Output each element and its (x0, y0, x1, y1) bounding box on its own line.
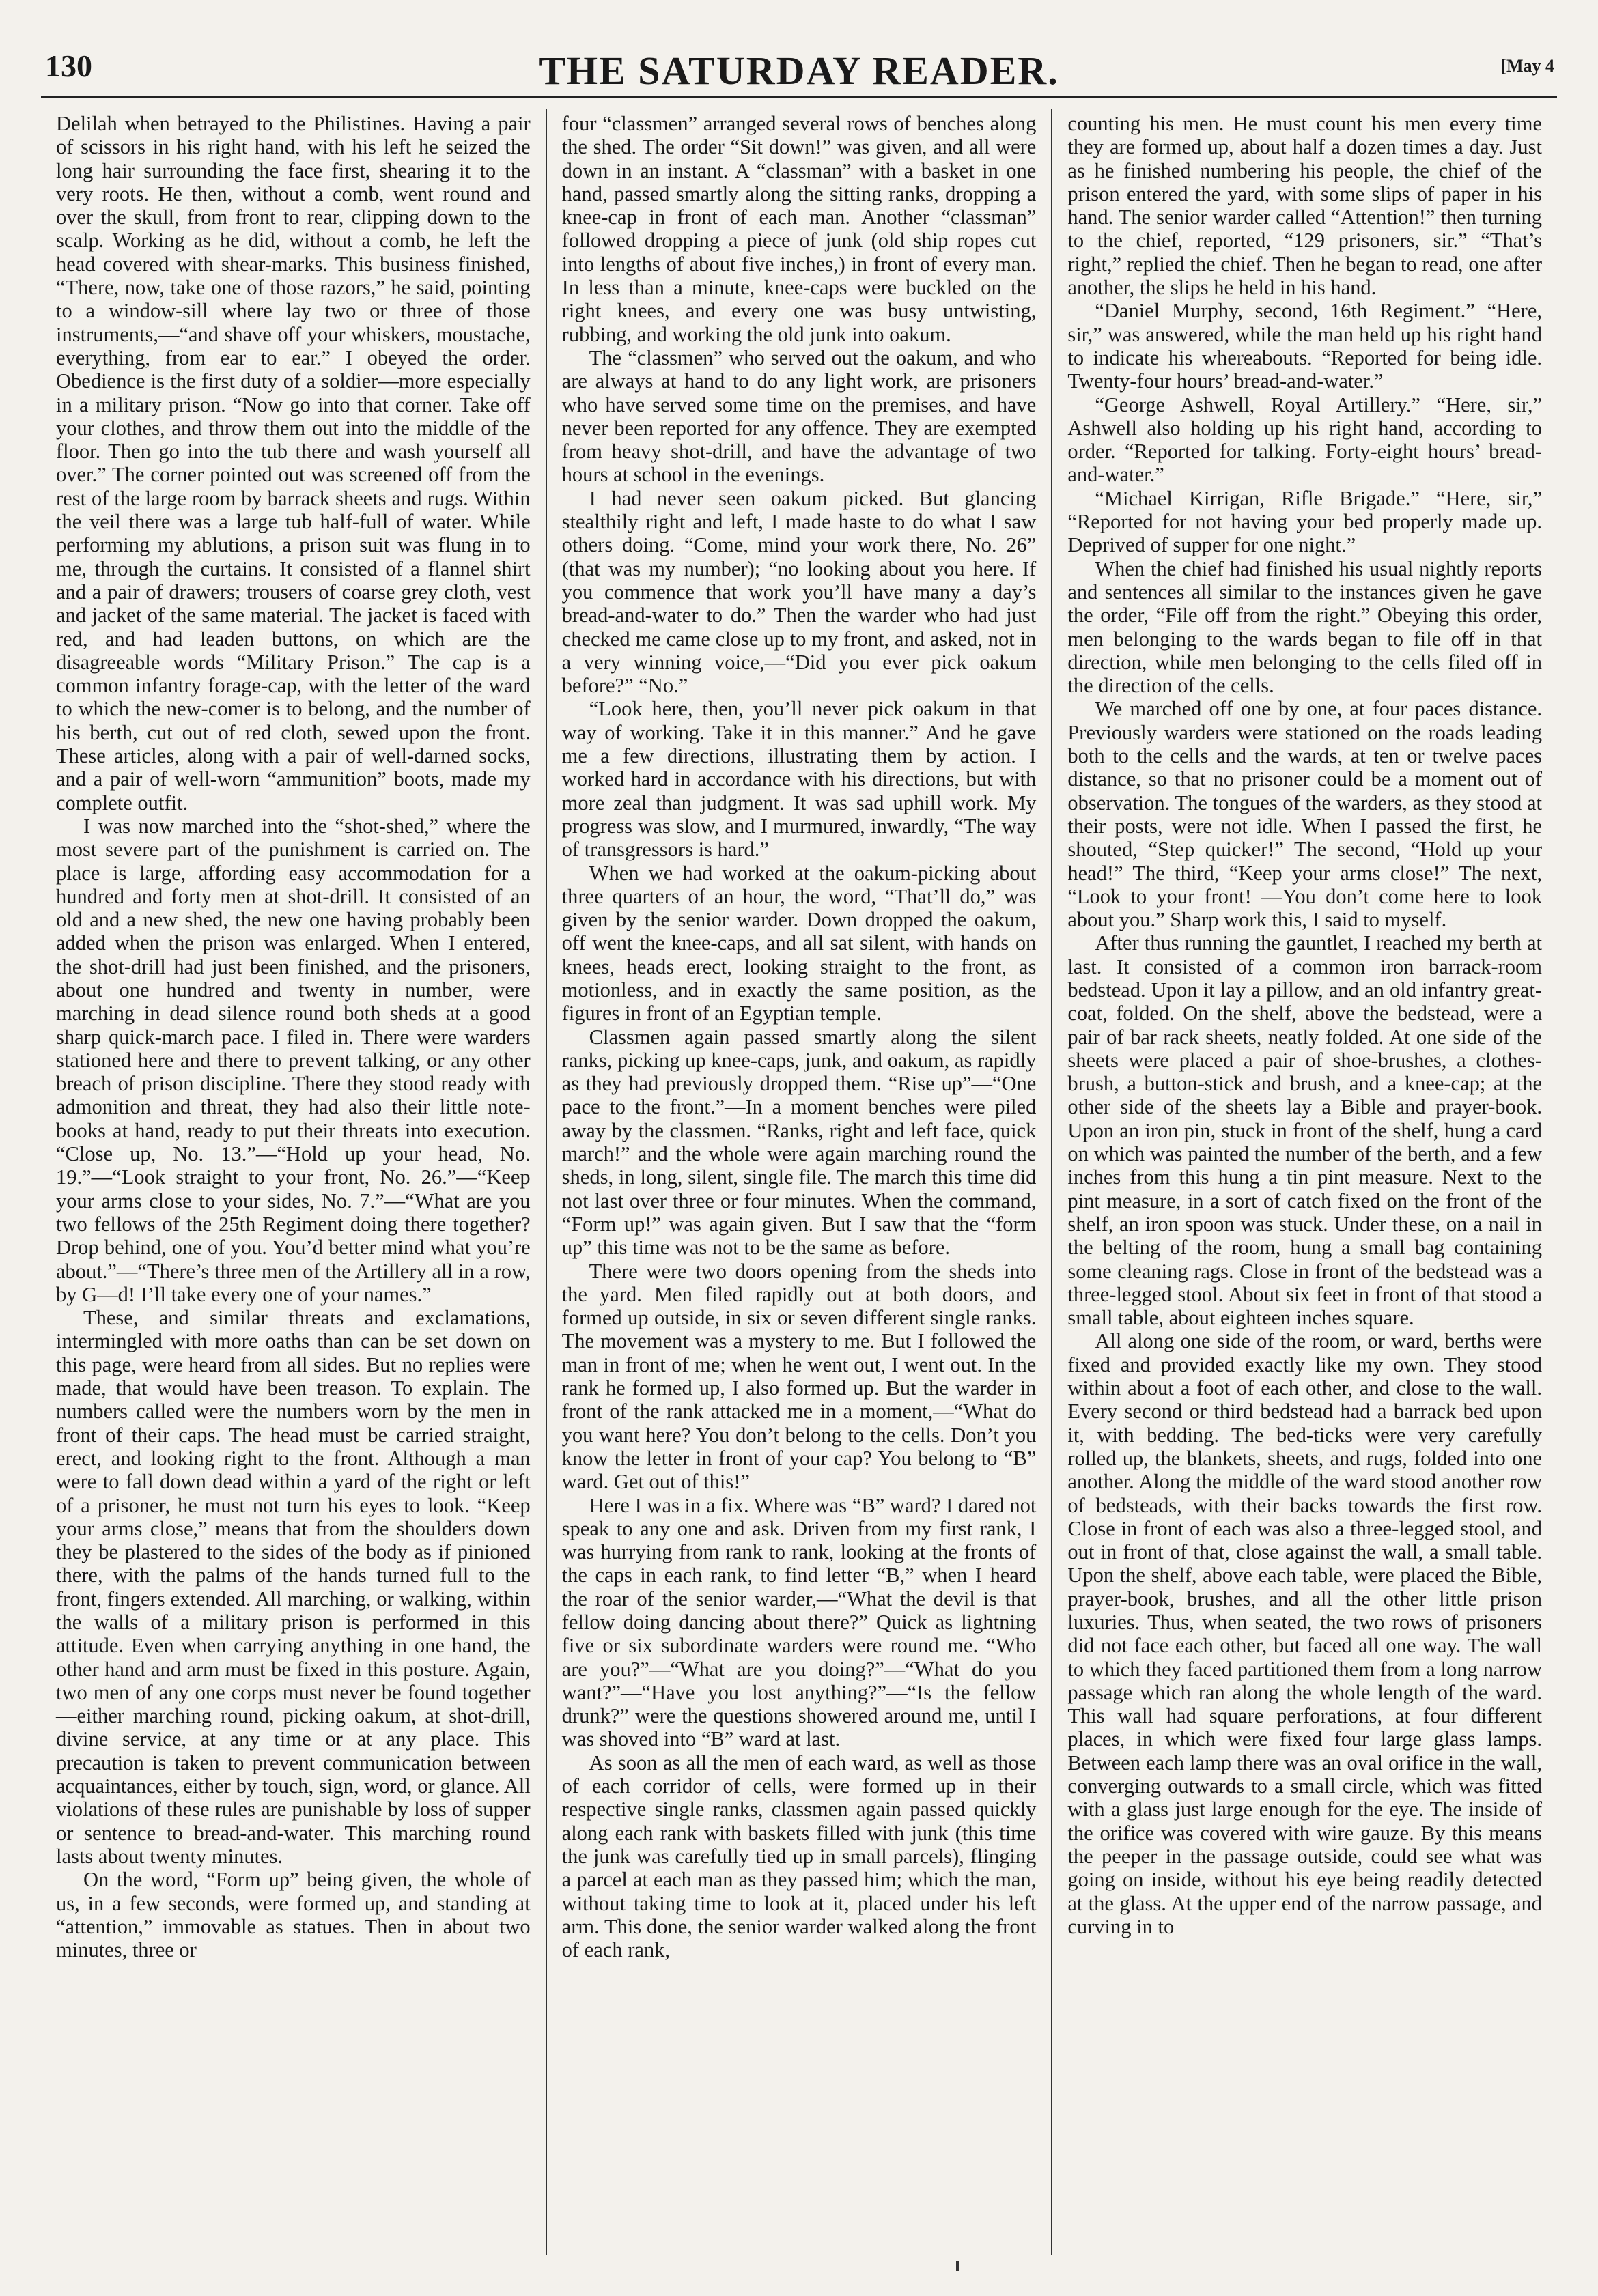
paragraph: “Michael Kirrigan, Rifle Brigade.” “Here, sir,” “Reported for not having your bed properly made up. Deprived of supper for one night.” (1067, 486, 1543, 557)
paragraph: Delilah when betrayed to the Philistines. Having a pair of scissors in his right hand, with his left he seized the long hair surrounding the face first, shearing it to the very roots. He then, without a comb, went round and over the skull, from front to rear, clipping down to the scalp. Working as he did, without a comb, he left the head covered with shear-marks. This business finished, “There, now, take one of those razors,” he said, pointing to a window-sill where lay two or three of those instruments,—“and shave off your whiskers, moustache, everything, from ear to ear.” I obeyed the order. Obedience is the first duty of a soldier—more especially in a military prison. “Now go into that corner. Take off your clothes, and throw them out into the middle of the floor. Then go into the tub there and wash yourself all over.” The corner pointed out was screened off from the rest of the large room by barrack sheets and rugs. Within the veil there was a large tub half-full of water. While performing my ablutions, a prison suit was flung in to me, through the curtains. It consisted of a flannel shirt and a pair of drawers; trousers of coarse grey cloth, vest and jacket of the same material. The jacket is faced with red, and had leaden buttons, on which are the disagreeable words “Military Prison.” The cap is a common infantry forage-cap, with the letter of the ward to which the new-comer is to belong, and the number of his berth, cut out of red cloth, sewed upon the front. These articles, along with a pair of well-darned socks, and a pair of well-worn “ammunition” boots, made my complete outfit. (56, 112, 531, 814)
paragraph: “George Ashwell, Royal Artillery.” “Here, sir,” Ashwell also holding up his right hand, according to order. “Reported for talking. Forty-eight hours’ bread-and-water.” (1067, 393, 1543, 487)
column-2 (546, 109, 1052, 2255)
paragraph: The “classmen” who served out the oakum, and who are always at hand to do any light work, are prisoners who have served some time on the premises, and have never been reported for any offence. They are exempted from heavy shot-drill, and have the advantage of two hours at school in the evenings. (561, 345, 1037, 487)
paragraph: As soon as all the men of each ward, as well as those of each corridor of cells, were formed up in their respective single ranks, classmen again passed quickly along each rank with baskets filled with junk (this time the junk was carefully tied up in small parcels), flinging a parcel at each man as they passed him; which the man, without taking time to look at it, placed under his left arm. This done, the senior warder walked along the front of each rank, (561, 1751, 1037, 1962)
paragraph: On the word, “Form up” being given, the whole of us, in a few seconds, were formed up, and standing at “attention,” immovable as statues. Then in about two minutes, three or (56, 1868, 531, 1962)
paragraph: When the chief had finished his usual nightly reports and sentences all similar to the instances given he gave the order, “File off from the right.” Obeying this order, men belonging to the wards began to file off in that direction, while men belonging to the cells filed off in the direction of the cells. (1067, 556, 1543, 698)
paragraph: counting his men. He must count his men every time they are formed up, about half a dozen times a day. Just as he finished numbering his people, the chief of the prison entered the yard, with some slips of paper in his hand. The senior warder called “Attention!” then turning to the chief, reported, “129 prisoners, sir.” “That’s right,” replied the chief. Then he began to read, one after another, the slips he held in his hand. (1067, 112, 1543, 300)
paragraph: There were two doors opening from the sheds into the yard. Men filed rapidly out at both doors, and formed up outside, in six or seven different single ranks. The movement was a mystery to me. But I followed the man in front of me; when he went out, I went out. In the rank he formed up, I also formed up. But the warder in front of the rank attacked me in a moment,—“What do you want here? You don’t belong to the cells. Don’t you know the letter in front of your cap? You belong to “B” ward. Get out of this!” (561, 1259, 1037, 1494)
paragraph: “Look here, then, you’ll never pick oakum in that way of working. Take it in this manner.” And he gave me a few directions, illustrating them by action. I worked hard in accordance with his directions, but with more zeal than judgment. It was sad uphill work. My progress was slow, and I murmured, inwardly, “The way of transgressors is hard.” (561, 697, 1037, 862)
paragraph: “Daniel Murphy, second, 16th Regiment.” “Here, sir,” was answered, while the man held up his right hand to indicate his whereabouts. “Reported for being idle. Twenty-four hours’ bread-and-water.” (1067, 299, 1543, 393)
column-3 (1051, 109, 1557, 2255)
paragraph: Here I was in a fix. Where was “B” ward? I dared not speak to any one and ask. Driven from my first rank, I was hurrying from rank to rank, looking at the fronts of the caps in each rank, to find letter “B,” when I heard the roar of the senior warder,—“What the devil is that fellow doing dancing about there?” Quick as lightning five or six subordinate warders were round me. “Who are you?”—“What are you doing?”—“What do you want?”—“Have you lost anything?”—“Is the fellow drunk?” were the questions showered around me, until I was shoved into “B” ward at last. (561, 1493, 1037, 1751)
article-columns (41, 109, 1557, 2255)
paragraph: I was now marched into the “shot-shed,” where the most severe part of the punishment is carried on. The place is large, affording easy accommodation for a hundred and forty men at shot-drill. It consisted of an old and a new shed, the new one having probably been added when the prison was enlarged. When I entered, the shot-drill had just been finished, and the prisoners, about one hundred and twenty in number, were marching in dead silence round both sheds at a good sharp quick-march pace. I filed in. There were warders stationed here and there to prevent talking, or any other breach of prison discipline. There they stood ready with admonition and threat, they had also their little note-books at hand, ready to put their threats into execution. “Close up, No. 13.”—“Hold up your head, No. 19.”—“Look straight to your front, No. 26.”—“Keep your arms close to your sides, No. 7.”—“What are you two fellows of the 25th Regiment doing there together? Drop behind, one of you. You’d better mind what you’re about.”—“There’s three men of the Artillery all in a row, by G—d! I’ll take every one of your names.” (56, 814, 531, 1306)
page-header (41, 48, 1557, 98)
page-number: 130 (45, 48, 92, 83)
paragraph: These, and similar threats and exclamations, intermingled with more oaths than can be set down on this page, were heard from all sides. But no replies were made, that would have been treason. To explain. The numbers called were the numbers worn by the men in front of their caps. The head must be carried straight, erect, and looking right to the front. Although a man were to fall down dead within a yard of the right or left of a prisoner, he must not turn his eyes to look. “Keep your arms close,” means that from the shoulders down they be plastered to the sides of the body as if pinioned there, with the palms of the hands turned full to the front, fingers extended. All marching, or walking, within the walls of a military prison is performed in this attitude. Even when carrying anything in one hand, the other hand and arm must be fixed in this posture. Again, two men of any one corps must never be found together—either marching round, picking oakum, at shot-drill, divine service, at any time or at any place. This precaution is taken to prevent communication between acquaintances, either by touch, sign, word, or glance. All violations of these rules are punishable by loss of supper or sentence to bread-and-water. This marching round lasts about twenty minutes. (56, 1306, 531, 1868)
column-1 (41, 109, 546, 2255)
paragraph: We marched off one by one, at four paces distance. Previously warders were stationed on the roads leading both to the cells and the wards, at ten or twelve paces distance, so that no prisoner could be a moment out of observation. The tongues of the warders, as they stood at their posts, were not idle. When I passed the first, he shouted, “Step quicker!” The second, “Hold up your head!” The third, “Keep your arms close!” The next, “Look to your front! —You don’t come here to look about you.” Sharp work this, I said to myself. (1067, 697, 1543, 932)
printer-mark (956, 2261, 959, 2271)
paragraph: I had never seen oakum picked. But glancing stealthily right and left, I made haste to do what I saw others doing. “Come, mind your work there, No. 26” (that was my number); “no looking about you here. If you commence that work you’ll have many a day’s bread-and-water to do.” Then the warder who had just checked me came close up to my front, and asked, not in a very winning voice,—“Did you ever pick oakum before?” “No.” (561, 486, 1037, 698)
paragraph: four “classmen” arranged several rows of benches along the shed. The order “Sit down!” was given, and all were down in an instant. A “classman” with a basket in one hand, passed smartly along the sitting ranks, dropping a knee-cap in front of each man. Another “classman” followed dropping a piece of junk (old ship ropes cut into lengths of about five inches,) in front of every man. In less than a minute, knee-caps were buckled on the right knees, and every one was busy untwisting, rubbing, and working the old junk into oakum. (561, 112, 1037, 346)
paragraph: After thus running the gauntlet, I reached my berth at last. It consisted of a common iron barrack-room bedstead. Upon it lay a pillow, and an old infantry great-coat, folded. On the shelf, above the bedstead, were a pair of bar rack sheets, neatly folded. At one side of the sheets were placed a pair of shoe-brushes, a clothes-brush, a button-stick and brush, and a knee-cap; at the other side of the sheets lay a Bible and prayer-book. Upon an iron pin, stuck in front of the shelf, hung a card on which was painted the number of the berth, and a few inches from this hung a tin pint measure. Next to the pint measure, in a sort of catch fixed on the front of the shelf, an iron spoon was stuck. Under these, on a nail in the belting of the room, hung a small bag containing some cleaning rags. Close in front of the bedstead was a three-legged stool. About six feet in front of that stood a small table, about eighteen inches square. (1067, 931, 1543, 1330)
issue-date: [May 4 (1500, 56, 1554, 76)
paragraph: When we had worked at the oakum-picking about three quarters of an hour, the word, “That’ll do,” was given by the senior warder. Down dropped the oakum, off went the knee-caps, and all sat silent, with hands on knees, heads erect, looking straight to the front, as motionless, and in exactly the same position, as the figures in front of an Egyptian temple. (561, 861, 1037, 1025)
paragraph: Classmen again passed smartly along the silent ranks, picking up knee-caps, junk, and oakum, as rapidly as they had previously dropped them. “Rise up”—“One pace to the front.”—In a moment benches were piled away by the classmen. “Ranks, right and left face, quick march!” and the whole were again marching round the sheds, in long, silent, single file. The march this time did not last over three or four minutes. When the command, “Form up!” was again given. But I saw that the “form up” this time was not to be the same as before. (561, 1025, 1037, 1260)
running-title: THE SATURDAY READER. (539, 48, 1059, 93)
paragraph: All along one side of the room, or ward, berths were fixed and provided exactly like my own. They stood within about a foot of each other, and close to the wall. Every second or third bedstead had a barrack bed upon it, with bedding. The bed-ticks were very carefully rolled up, the blankets, sheets, and rugs, folded into one another. Along the middle of the ward stood another row of bedsteads, with their backs towards the first row. Close in front of each was also a three-legged stool, and out in front of that, close against the wall, a small table. Upon the shelf, above each table, were placed the Bible, prayer-book, brushes, and all the other little prison luxuries. Thus, when seated, the two rows of prisoners did not face each other, but faced all one way. The wall to which they faced partitioned them from a long narrow passage which ran along the whole length of the ward. This wall had square perforations, at four different places, in which were fixed four large glass lamps. Between each lamp there was an oval orifice in the wall, converging outwards to a small circle, which was fitted with a glass just large enough for the eye. The inside of the orifice was covered with wire gauze. By this means the peeper in the passage outside, could see what was going on inside, without his eye being readily detected at the glass. At the upper end of the narrow passage, and curving in to (1067, 1329, 1543, 1938)
